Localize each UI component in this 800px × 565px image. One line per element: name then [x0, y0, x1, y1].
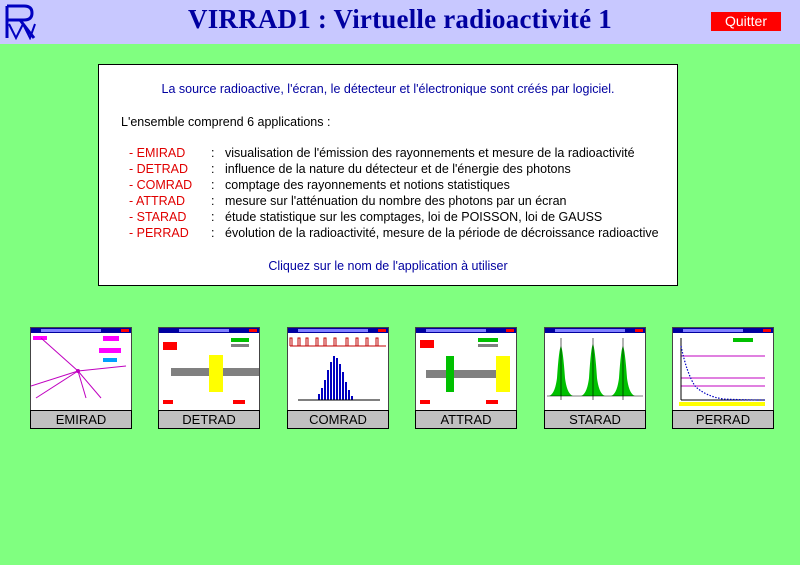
app-link-comrad[interactable]: - COMRAD — [129, 178, 193, 192]
attrad-button[interactable]: ATTRAD — [415, 410, 517, 429]
app-description: étude statistique sur les comptages, loi de POISSON, loi de GAUSS — [225, 210, 603, 224]
separator: : — [211, 210, 215, 224]
quit-button[interactable]: Quitter — [711, 12, 781, 31]
starad-preview-icon[interactable] — [544, 327, 646, 412]
app-description: comptage des rayonnements et notions statistiques — [225, 178, 510, 192]
comrad-button[interactable]: COMRAD — [287, 410, 389, 429]
apps-count-text: L'ensemble comprend 6 applications : — [121, 115, 331, 129]
app-link-starad[interactable]: - STARAD — [129, 210, 187, 224]
app-link-detrad[interactable]: - DETRAD — [129, 162, 189, 176]
separator: : — [211, 178, 215, 192]
emirad-button[interactable]: EMIRAD — [30, 410, 132, 429]
detrad-button[interactable]: DETRAD — [158, 410, 260, 429]
perrad-preview-icon[interactable] — [672, 327, 774, 412]
separator: : — [211, 226, 215, 240]
app-link-emirad[interactable]: - EMIRAD — [129, 146, 186, 160]
app-description: influence de la nature du détecteur et de l'énergie des photons — [225, 162, 571, 176]
separator: : — [211, 146, 215, 160]
page-title: VIRRAD1 : Virtuelle radioactivité 1 — [188, 4, 612, 34]
detrad-preview-icon[interactable] — [158, 327, 260, 412]
attrad-preview-icon[interactable] — [415, 327, 517, 412]
separator: : — [211, 194, 215, 208]
separator: : — [211, 162, 215, 176]
comrad-preview-icon[interactable] — [287, 327, 389, 412]
app-link-perrad[interactable]: - PERRAD — [129, 226, 189, 240]
app-description: visualisation de l'émission des rayonnements et mesure de la radioactivité — [225, 146, 635, 160]
app-description: mesure sur l'atténuation du nombre des photons par un écran — [225, 194, 567, 208]
perrad-button[interactable]: PERRAD — [672, 410, 774, 429]
app-link-attrad[interactable]: - ATTRAD — [129, 194, 186, 208]
info-panel — [98, 64, 678, 286]
header-bar — [0, 0, 800, 44]
instruction-text: Cliquez sur le nom de l'application à utiliser — [268, 259, 508, 273]
app-description: évolution de la radioactivité, mesure de la période de décroissance radioactive — [225, 226, 659, 240]
starad-button[interactable]: STARAD — [544, 410, 646, 429]
emirad-preview-icon[interactable] — [30, 327, 132, 412]
intro-text: La source radioactive, l'écran, le détecteur et l'électronique sont créés par logiciel. — [161, 82, 615, 96]
